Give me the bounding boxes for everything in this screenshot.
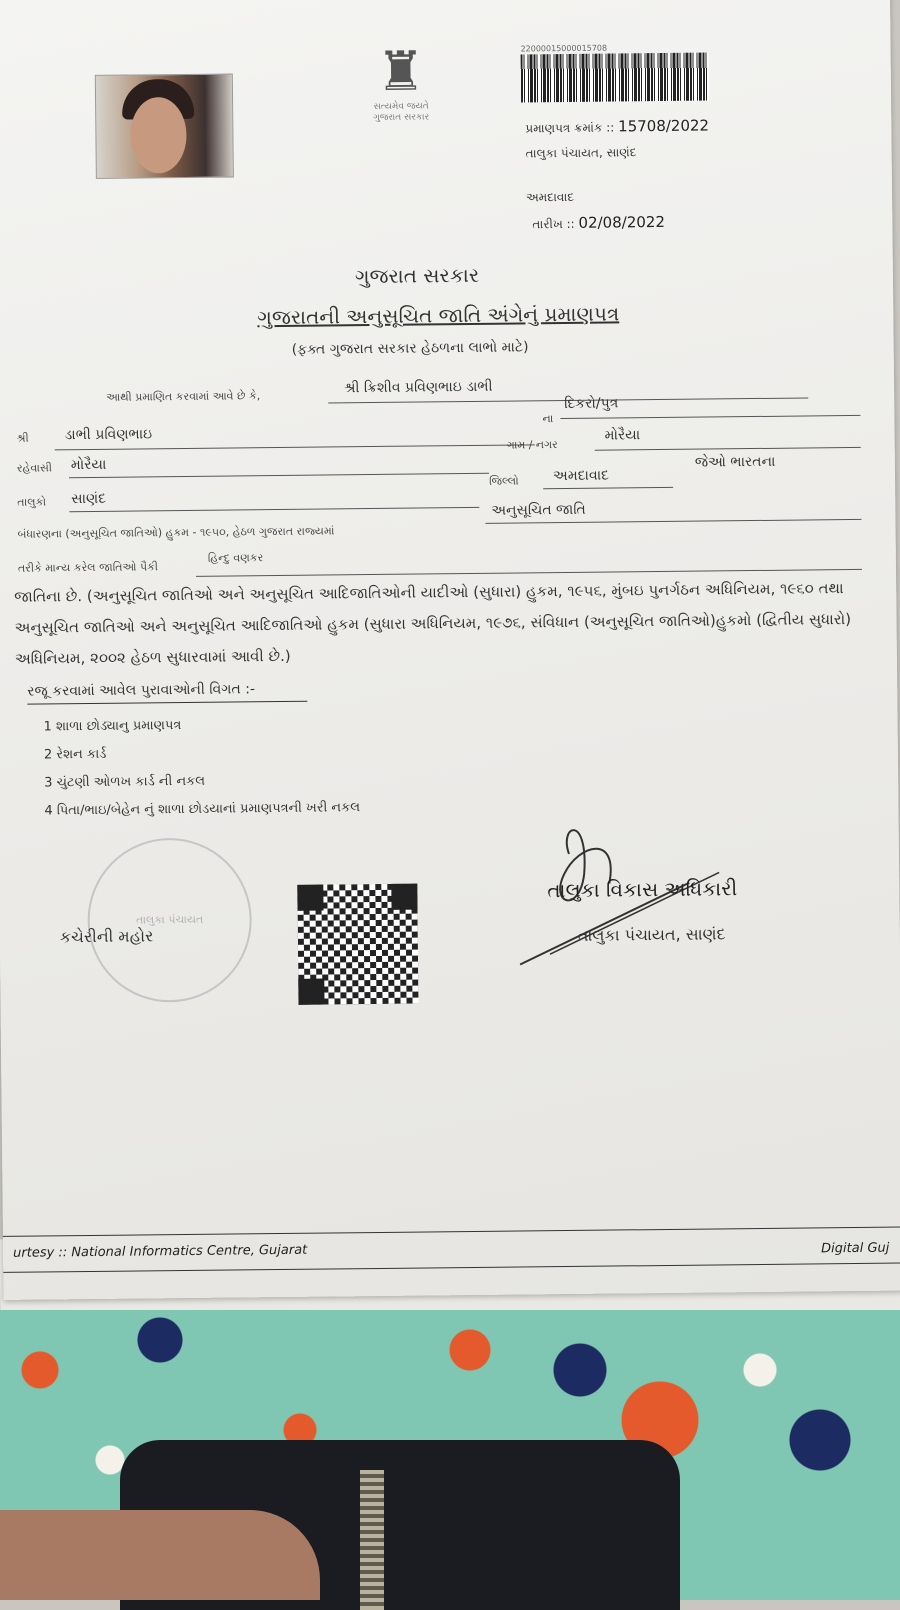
- certificate-heading: ગુજરાતની અનુસૂચિત જાતિ અંગેનું પ્રમાણપત્ર: [257, 301, 620, 330]
- evidence-item: 1 શાળા છોડ્યાનુ પ્રમાણપત્ર: [43, 718, 182, 735]
- issue-date: 02/08/2022: [578, 212, 666, 232]
- shri-label: શ્રી: [16, 431, 29, 445]
- certificate-number-label: પ્રમાણપત્ર ક્રમાંક ::: [525, 120, 615, 136]
- office-seal-label: કચેરીની મહોર: [59, 926, 154, 947]
- evidence-item: 2 રેશન કાર્ડ: [43, 746, 107, 763]
- district-label: જિલ્લો: [488, 474, 519, 488]
- legal-paragraph: [14, 573, 885, 675]
- certificate-number: 15708/2022: [617, 116, 710, 136]
- hand: [0, 1510, 320, 1600]
- footer-digital-gujarat: Digital Guj: [821, 1240, 890, 1257]
- category: અનુસૂચિત જાતિ: [491, 501, 586, 519]
- village-label: ગામ / નગર: [506, 438, 558, 452]
- india-label: જેઓ ભારતના: [694, 453, 776, 471]
- zipper: [360, 1470, 384, 1610]
- evidence-item: 4 પિતા/ભાઇ/બેહેન નું શાળા છોડયાનાં પ્રમાણપત્રની ખરી નકલ: [44, 800, 361, 819]
- office-stamp: તાલુકા પંચાયત: [87, 837, 253, 1003]
- certificate-subheading: (ફક્ત ગુજરાત સરકાર હેઠળના લાભો માટે): [291, 339, 529, 358]
- taluka-label: તાલુકો: [17, 495, 47, 509]
- certificate-number-row: [525, 116, 709, 136]
- issuer-district: અમદાવાદ: [526, 189, 575, 205]
- emblem-caption: સત્યમેવ જયતે ગુજરાત સરકાર: [373, 101, 430, 123]
- barcode: [521, 52, 709, 102]
- applicant-photo: [95, 73, 234, 178]
- legal-paragraph-line-2: અનુસૂચિત જાતિઓ અને અનુસૂચિત આદિજાતિઓ હુકમ (સુધારા અધિનિયમ, ૧૯૭૬, સંવિધાન (અનુસૂચિત જાતિઓ)હુકમો (દ્વિતીય સુધારો): [14, 610, 852, 637]
- evidence-item: 3 ચુંટણી ઓળખ કાર્ડ ની નકલ: [44, 773, 206, 791]
- taluka: સાણંદ: [71, 490, 107, 508]
- issuer-office: તાલુકા પંચાયત, સાણંદ: [525, 145, 637, 161]
- order-text: બંધારણના (અનુસૂચિત જાતિઓ) હુકમ - ૧૯૫૦, હેઠળ ગુજરાત રાજ્યમાં: [17, 524, 335, 541]
- state-emblem: [360, 41, 441, 124]
- district: અમદાવાદ: [552, 467, 609, 485]
- resident-place: મોરૈયા: [70, 456, 107, 474]
- date-row: [532, 213, 665, 232]
- legal-paragraph-line-1: જાતિના છે. (અનુસૂચિત જાતિઓ અને અનુસૂચિત આદિજાતિઓની યાદીઓ (સુધારા) હુકમ, ૧૯૫૬, મુંબઇ પુનર્ગઠન અધિનિયમ, ૧૯૬૦ તથા: [14, 579, 844, 606]
- father-name: ડાભી પ્રવિણભાઇ: [64, 426, 153, 444]
- officer-office: તાલુકા પંચાયત, સાણંદ: [577, 924, 726, 945]
- date-label: તારીખ ::: [532, 216, 575, 232]
- officer-title: તાલુકા વિકાસ અધિકારી: [547, 876, 738, 903]
- legal-paragraph-line-3: અધિનિયમ, ૨૦૦૨ હેઠળ સુધારવામાં આવી છે.): [14, 646, 291, 668]
- footer-courtesy: urtesy :: National Informatics Centre, Gujarat: [13, 1242, 308, 1261]
- applicant-name: શ્રી ક્રિશીવ પ્રવિણભાઇ ડાભી: [344, 378, 493, 397]
- ashoka-emblem-icon: ♜: [376, 39, 426, 103]
- recognized-label: તરીકે માન્ય કરેલ જાતિઓ પૈકી: [17, 560, 159, 575]
- caste: હિન્દુ વણકર: [207, 551, 264, 565]
- village: મોરૈયા: [604, 427, 641, 444]
- qr-code: [297, 884, 418, 1005]
- relation-label: ના: [542, 412, 554, 426]
- resident-label: રહેવાસી: [16, 461, 53, 475]
- relation: દિકરો/પુત્ર: [564, 395, 619, 413]
- certify-label: આથી પ્રમાણિત કરવામાં આવે છે કે,: [106, 389, 261, 404]
- government-title: ગુજરાત સરકાર: [354, 262, 480, 289]
- barcode-number: 22000015000015708: [520, 43, 608, 54]
- evidence-heading: રજૂ કરવામાં આવેલ પુરાવાઓની વિગત :-: [27, 681, 307, 705]
